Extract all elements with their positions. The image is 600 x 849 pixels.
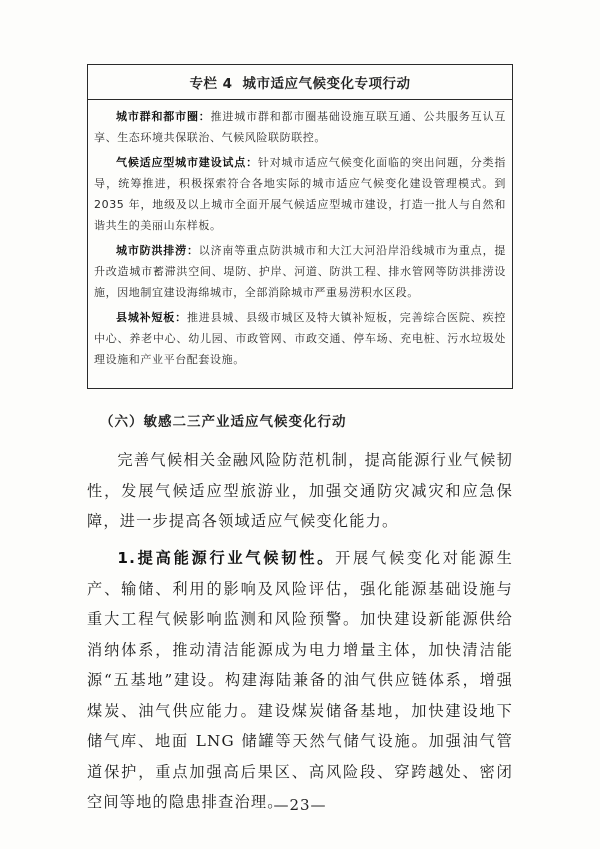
feature-item [94,240,506,303]
feature-item-text: 以济南等重点防洪城市和大江大河沿岸沿线城市为重点，提升改造城市蓄滞洪空间、堤防、护岸、河道、防洪工程、排水管网等防洪排涝设施，因地制宜建设海绵城市，全部消除城市严重易涝积水区段。 [94,244,506,299]
feature-box-title: 城市适应气候变化专项行动 [242,76,411,92]
feature-item-text: 推进县城、县级市城区及特大镇补短板，完善综合医院、疾控中心、养老中心、幼儿园、市政管网、市政交通、停车场、充电桩、污水垃圾处理设施和产业平台配套设施。 [94,311,506,366]
feature-item-heading: 县城补短板： [116,311,187,324]
feature-item-text: 针对城市适应气候变化面临的突出问题，分类指导，统筹推进，积极探索符合各地实际的城市适应气候变化建设管理模式。到 2035 年，地级及以上城市全面开展气候适应型城市建设，打造一批人与自然和谐共生的美丽山东样板。 [94,156,506,232]
feature-item [94,152,506,236]
feature-item-heading: 气候适应型城市建设试点： [116,156,258,169]
feature-item [94,307,506,370]
paragraph-text: 完善气候相关金融风险防范机制，提高能源行业气候韧性，发展气候适应型旅游业，加强交通防灾减灾和应急保障，进一步提高各领域适应气候变化能力。 [87,451,513,530]
feature-item-heading: 城市群和都市圈： [116,110,211,123]
page-number: —23— [273,796,327,814]
feature-item-text: 推进城市群和都市圈基础设施互联互通、公共服务互认互享、生态环境共保联治、气候风险联防联控。 [94,110,506,144]
feature-box [87,64,513,389]
feature-item-heading: 城市防洪排涝： [116,244,199,257]
paragraph-lead: 1.提高能源行业气候韧性。 [117,549,336,567]
feature-item [94,106,506,148]
paragraph-text: 开展气候变化对能源生产、输储、利用的影响及风险评估，强化能源基础设施与重大工程气候影响监测和风险预警。加快建设新能源供给消纳体系，推动清洁能源成为电力增量主体，加快清洁能源“五基地”建设。构建海陆兼备的油气供应链体系，增强煤炭、油气供应能力。建设煤炭储备基地，加快建设地下储气库、地面 LNG 储罐等天然气储气设施。加强油气管道保护，重点加强高后果区、高风险段、穿跨越处、密闭空间等地的隐患排查治理。 [87,549,514,811]
feature-box-header [88,65,512,100]
body-paragraph [87,445,513,537]
section-heading: （六）敏感二三产业适应气候变化行动 [100,414,347,430]
body-paragraph [87,543,513,818]
feature-box-label: 专栏 4 [189,76,233,92]
feature-box-body [88,100,512,370]
